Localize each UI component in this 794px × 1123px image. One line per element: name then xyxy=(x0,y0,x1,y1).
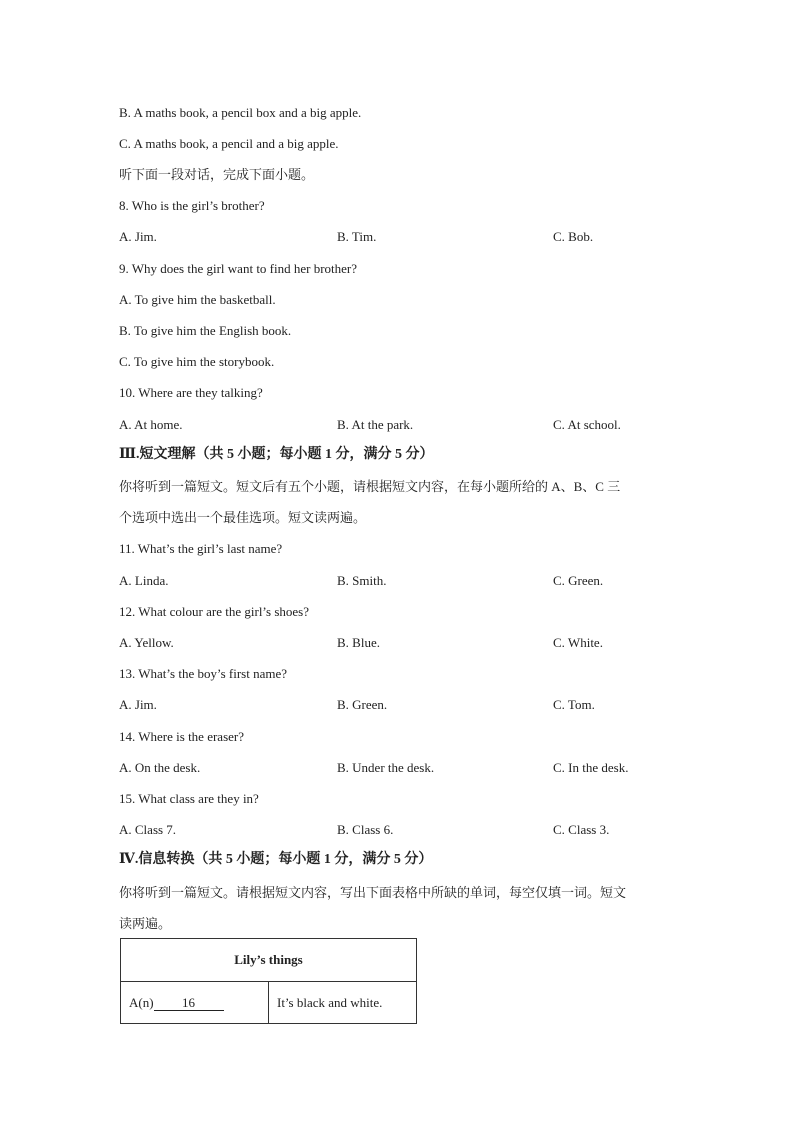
q11-option-c: C. Green. xyxy=(553,573,604,588)
q11-option-b: B. Smith. xyxy=(337,573,387,588)
q12-option-b: B. Blue. xyxy=(337,635,380,650)
q8-option-c: C. Bob. xyxy=(553,229,594,244)
q13-option-c: C. Tom. xyxy=(553,697,595,712)
q15-option-b: B. Class 6. xyxy=(337,822,394,837)
section-4-heading: Ⅳ.信息转换（共 5 小题；每小题 1 分，满分 5 分） xyxy=(119,852,433,867)
q13-option-a: A. Jim. xyxy=(119,697,157,712)
q15-option-a: A. Class 7. xyxy=(119,822,177,837)
q14-option-b: B. Under the desk. xyxy=(337,760,435,775)
section-3-instruction-line-2: 个选项中选出一个最佳选项。短文读两遍。 xyxy=(119,510,367,525)
question-11: 11. What’s the girl’s last name? xyxy=(119,541,283,556)
q14-option-a: A. On the desk. xyxy=(119,760,201,775)
question-9: 9. Why does the girl want to find her brother? xyxy=(119,261,358,276)
question-10: 10. Where are they talking? xyxy=(119,385,263,400)
q7-option-b: B. A maths book, a pencil box and a big apple. xyxy=(119,105,362,120)
item-prefix: A(n) xyxy=(129,994,154,1010)
q8-option-b: B. Tim. xyxy=(337,229,377,244)
q12-option-a: A. Yellow. xyxy=(119,635,174,650)
table-cell-description: It’s black and white. xyxy=(269,982,417,1024)
q11-option-a: A. Linda. xyxy=(119,573,169,588)
q7-option-c: C. A maths book, a pencil and a big apple. xyxy=(119,136,339,151)
q9-option-c: C. To give him the storybook. xyxy=(119,354,275,369)
blank-16[interactable]: 16 xyxy=(154,996,224,1011)
q8-option-a: A. Jim. xyxy=(119,229,157,244)
section-4-instruction-line-1: 你将听到一篇短文。请根据短文内容，写出下面表格中所缺的单词，每空仅填一词。短文 xyxy=(119,885,627,900)
table-cell-item xyxy=(121,982,269,1024)
q9-option-a: A. To give him the basketball. xyxy=(119,292,276,307)
question-15: 15. What class are they in? xyxy=(119,791,259,806)
q10-option-a: A. At home. xyxy=(119,417,183,432)
question-13: 13. What’s the boy’s first name? xyxy=(119,666,288,681)
q15-option-c: C. Class 3. xyxy=(553,822,610,837)
q14-option-c: C. In the desk. xyxy=(553,760,629,775)
section-3-heading: Ⅲ.短文理解（共 5 小题；每小题 1 分，满分 5 分） xyxy=(119,447,434,462)
question-8: 8. Who is the girl’s brother? xyxy=(119,198,265,213)
q9-option-b: B. To give him the English book. xyxy=(119,323,292,338)
q12-option-c: C. White. xyxy=(553,635,603,650)
table-title: Lily’s things xyxy=(121,939,417,982)
question-14: 14. Where is the eraser? xyxy=(119,729,245,744)
table-row xyxy=(121,982,417,1024)
table-header-row xyxy=(121,939,417,982)
dialog-instruction: 听下面一段对话，完成下面小题。 xyxy=(119,167,315,182)
q10-option-c: C. At school. xyxy=(553,417,621,432)
section-4-instruction-line-2: 读两遍。 xyxy=(119,916,172,931)
q10-option-b: B. At the park. xyxy=(337,417,414,432)
q13-option-b: B. Green. xyxy=(337,697,388,712)
question-12: 12. What colour are the girl’s shoes? xyxy=(119,604,310,619)
section-3-instruction-line-1: 你将听到一篇短文。短文后有五个小题，请根据短文内容，在每小题所给的 A、B、C 三 xyxy=(119,479,621,494)
info-table xyxy=(120,938,417,1024)
